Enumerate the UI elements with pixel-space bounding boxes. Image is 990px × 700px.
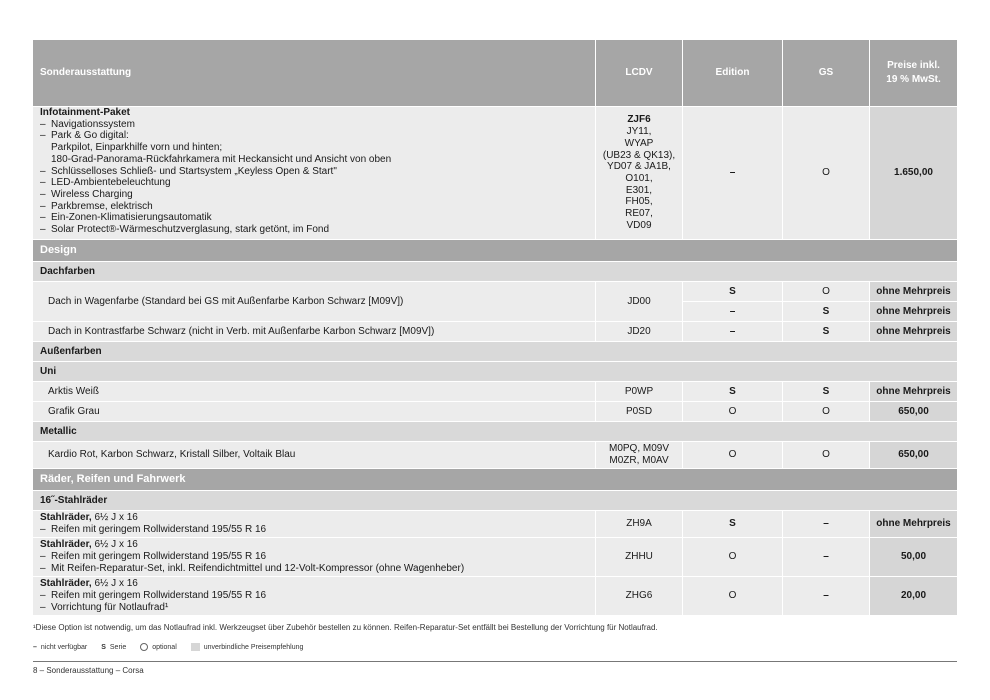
row-description: Kardio Rot, Karbon Schwarz, Kristall Silber, Voltaik Blau	[33, 441, 596, 468]
header-sonderausstattung: Sonderausstattung	[33, 40, 596, 106]
infotainment-lcdv-codes: ZJF6 JY11, WYAP (UB23 & QK13), YD07 & JA1B, O101, E301, FH05, RE07, VD09	[596, 106, 683, 239]
edition-value: S	[683, 281, 783, 301]
footnote: ¹Diese Option ist notwendig, um das Notlaufrad inkl. Werkzeugset über Zubehör bestellen zu können. Reifen-Reparatur-Set entfällt bei Bestellung der Vorrichtung für Notlaufrad.	[33, 623, 658, 632]
gs-value: O	[783, 281, 870, 301]
row-code: P0WP	[596, 381, 683, 401]
legend-serie: S Serie	[101, 643, 127, 651]
infotainment-title: Infotainment-Paket	[40, 107, 131, 118]
list-item: Wireless Charging	[51, 188, 133, 200]
row-description: Stahlräder, 6½ J x 16 – Reifen mit geringem Rollwiderstand 195/55 R 16	[33, 510, 596, 537]
row-code: ZHHU	[596, 537, 683, 576]
row-description: Grafik Grau	[33, 401, 596, 421]
gs-value: O	[783, 106, 870, 239]
subsection-stahlraeder: 16˝-Stahlräder	[33, 490, 957, 510]
edition-value: –	[683, 106, 783, 239]
optional-circle-icon	[140, 643, 148, 651]
table-row	[33, 510, 957, 537]
edition-value: S	[683, 510, 783, 537]
page-footer: 8 – Sonderausstattung – Corsa	[33, 666, 144, 675]
subsection-aussenfarben: Außenfarben	[33, 341, 957, 361]
row-code: ZH9A	[596, 510, 683, 537]
list-item: 180-Grad-Panorama-Rückfahrkamera mit Heckansicht und Ansicht von oben	[51, 153, 392, 165]
gs-value: S	[783, 301, 870, 321]
price-value: ohne Mehrpreis	[870, 321, 957, 341]
table-header-row	[33, 40, 957, 106]
row-code: M0PQ, M09V M0ZR, M0AV	[596, 441, 683, 468]
row-description: Arktis Weiß	[33, 381, 596, 401]
gs-value: –	[783, 537, 870, 576]
header-lcdv: LCDV	[596, 40, 683, 106]
edition-value: O	[683, 576, 783, 615]
price-value: 50,00	[870, 537, 957, 576]
price-value: 1.650,00	[870, 106, 957, 239]
section-wheels: Räder, Reifen und Fahrwerk	[33, 468, 957, 490]
list-item: LED-Ambientebeleuchtung	[51, 177, 171, 189]
row-code: JD20	[596, 321, 683, 341]
gs-value: –	[783, 576, 870, 615]
gs-value: O	[783, 441, 870, 468]
edition-value: S	[683, 381, 783, 401]
edition-value: O	[683, 401, 783, 421]
section-design: Design	[33, 239, 957, 261]
options-table	[33, 40, 957, 615]
edition-value: –	[683, 321, 783, 341]
row-code: P0SD	[596, 401, 683, 421]
price-value: 650,00	[870, 401, 957, 421]
price-value: ohne Mehrpreis	[870, 301, 957, 321]
price-sheet	[33, 40, 957, 615]
table-row	[33, 576, 957, 615]
edition-value: –	[683, 301, 783, 321]
table-row	[33, 401, 957, 421]
grey-swatch-icon	[191, 643, 200, 651]
gs-value: S	[783, 381, 870, 401]
list-item: Park & Go digital:	[51, 130, 129, 142]
row-description: Dach in Wagenfarbe (Standard bei GS mit Außenfarbe Karbon Schwarz [M09V])	[33, 281, 596, 321]
subsection-uni: Uni	[33, 361, 957, 381]
table-row	[33, 106, 957, 239]
price-value: 20,00	[870, 576, 957, 615]
row-description: Stahlräder, 6½ J x 16 – Reifen mit geringem Rollwiderstand 195/55 R 16 – Vorrichtung für Notlaufrad¹	[33, 576, 596, 615]
gs-value: O	[783, 401, 870, 421]
table-row	[33, 281, 957, 301]
list-item: Parkbremse, elektrisch	[51, 200, 153, 212]
legend-price-recommendation: unverbindliche Preisempfehlung	[191, 643, 304, 651]
list-item: Schlüsselloses Schließ- und Startsystem „Keyless Open & Start"	[51, 165, 337, 177]
table-row	[33, 441, 957, 468]
price-value: ohne Mehrpreis	[870, 281, 957, 301]
infotainment-description: Infotainment-Paket – Navigationssystem – Park & Go digital: Parkpilot, Einparkhilfe vorn und hinten; 180-Grad-Panorama-Rückfahrkamera mit Heckansicht und Ansicht von oben – Schlüsselloses Schließ- und Startsystem „Keyless Open & Start" – LED-Ambientebeleuchtung – Wireless Charging – Parkbremse, elektrisch – Ein-Zonen-Klimatisierungsautomatik – Solar Protect®-Wärmeschutzverglasung, stark getönt, im Fond	[33, 106, 596, 239]
list-item: Ein-Zonen-Klimatisierungsautomatik	[51, 212, 212, 224]
list-item: Parkpilot, Einparkhilfe vorn und hinten;	[51, 142, 223, 154]
gs-value: –	[783, 510, 870, 537]
header-edition: Edition	[683, 40, 783, 106]
edition-value: O	[683, 441, 783, 468]
table-row	[33, 321, 957, 341]
header-gs: GS	[783, 40, 870, 106]
legend	[33, 643, 317, 651]
row-description: Stahlräder, 6½ J x 16 – Reifen mit geringem Rollwiderstand 195/55 R 16 – Mit Reifen-Reparatur-Set, inkl. Reifendichtmittel und 12-Volt-Kompressor (ohne Wagenheber)	[33, 537, 596, 576]
row-description: Dach in Kontrastfarbe Schwarz (nicht in Verb. mit Außenfarbe Karbon Schwarz [M09V])	[33, 321, 596, 341]
price-value: ohne Mehrpreis	[870, 381, 957, 401]
edition-value: O	[683, 537, 783, 576]
legend-optional: optional	[140, 643, 177, 651]
table-row	[33, 381, 957, 401]
price-value: ohne Mehrpreis	[870, 510, 957, 537]
header-price: Preise inkl. 19 % MwSt.	[870, 40, 957, 106]
legend-not-available: – nicht verfügbar	[33, 643, 88, 651]
row-code: ZHG6	[596, 576, 683, 615]
row-code: JD00	[596, 281, 683, 321]
subsection-dachfarben: Dachfarben	[33, 261, 957, 281]
subsection-metallic: Metallic	[33, 421, 957, 441]
footer-divider	[33, 661, 957, 662]
price-value: 650,00	[870, 441, 957, 468]
list-item: Solar Protect®-Wärmeschutzverglasung, stark getönt, im Fond	[51, 224, 330, 236]
table-row	[33, 537, 957, 576]
list-item: Navigationssystem	[51, 118, 135, 130]
gs-value: S	[783, 321, 870, 341]
